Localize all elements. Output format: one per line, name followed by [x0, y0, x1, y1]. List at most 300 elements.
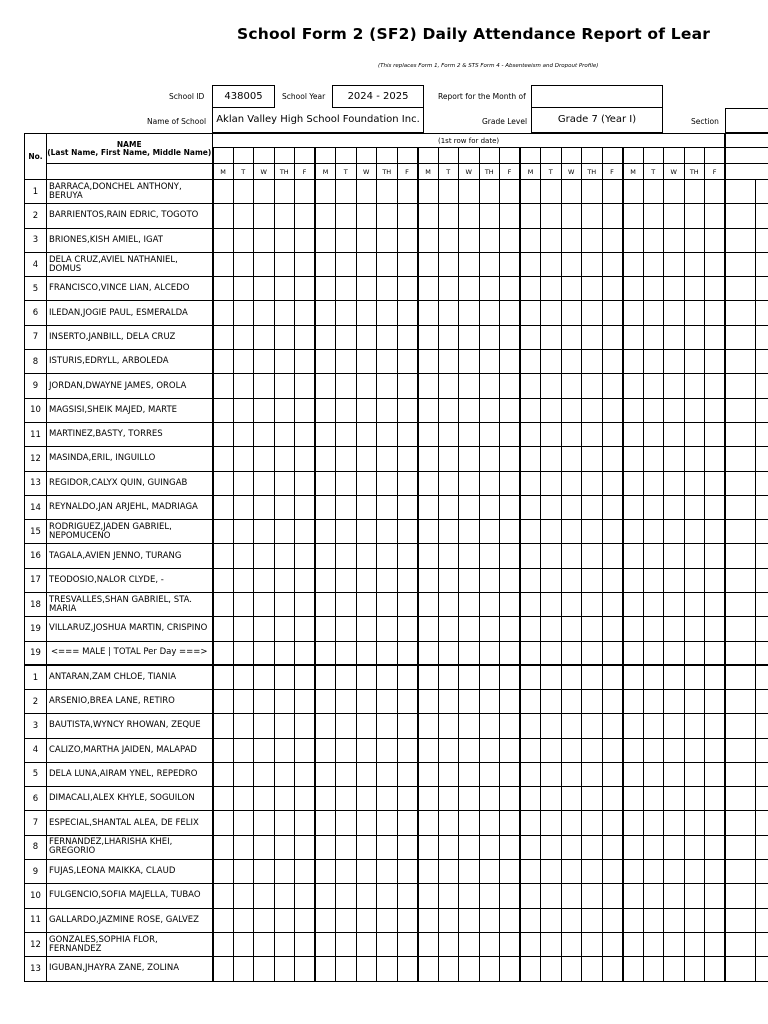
- attendance-cell[interactable]: [295, 884, 316, 908]
- attendance-cell[interactable]: [438, 884, 459, 908]
- attendance-cell[interactable]: [274, 665, 295, 689]
- date-cell[interactable]: [315, 148, 336, 164]
- tardy-total-cell[interactable]: [755, 617, 768, 641]
- attendance-cell[interactable]: [418, 957, 439, 981]
- attendance-cell[interactable]: [500, 471, 521, 495]
- attendance-cell[interactable]: [418, 811, 439, 835]
- attendance-cell[interactable]: [356, 811, 377, 835]
- attendance-cell[interactable]: [664, 471, 685, 495]
- attendance-cell[interactable]: [459, 471, 480, 495]
- attendance-cell[interactable]: [705, 422, 726, 446]
- attendance-cell[interactable]: [377, 350, 398, 374]
- attendance-cell[interactable]: [233, 398, 254, 422]
- attendance-cell[interactable]: [520, 252, 541, 276]
- attendance-cell[interactable]: [541, 811, 562, 835]
- attendance-cell[interactable]: [438, 593, 459, 617]
- attendance-cell[interactable]: [459, 811, 480, 835]
- attendance-cell[interactable]: [315, 617, 336, 641]
- male-total-cell[interactable]: [643, 641, 664, 665]
- attendance-cell[interactable]: [233, 957, 254, 981]
- attendance-cell[interactable]: [623, 520, 644, 544]
- absent-total-cell[interactable]: [725, 957, 755, 981]
- attendance-cell[interactable]: [397, 350, 418, 374]
- attendance-cell[interactable]: [233, 762, 254, 786]
- attendance-cell[interactable]: [664, 495, 685, 519]
- attendance-cell[interactable]: [684, 180, 705, 204]
- attendance-cell[interactable]: [500, 908, 521, 932]
- attendance-cell[interactable]: [705, 884, 726, 908]
- attendance-cell[interactable]: [418, 398, 439, 422]
- attendance-cell[interactable]: [541, 204, 562, 228]
- male-total-cell[interactable]: [254, 641, 275, 665]
- attendance-cell[interactable]: [418, 495, 439, 519]
- attendance-cell[interactable]: [418, 617, 439, 641]
- attendance-cell[interactable]: [315, 811, 336, 835]
- absent-total-cell[interactable]: [725, 204, 755, 228]
- attendance-cell[interactable]: [233, 568, 254, 592]
- male-total-cell[interactable]: [602, 641, 623, 665]
- attendance-cell[interactable]: [274, 301, 295, 325]
- tardy-total-cell[interactable]: [755, 447, 768, 471]
- date-cell[interactable]: [377, 148, 398, 164]
- attendance-cell[interactable]: [561, 252, 582, 276]
- attendance-cell[interactable]: [602, 301, 623, 325]
- attendance-cell[interactable]: [418, 860, 439, 884]
- absent-total-cell[interactable]: [725, 495, 755, 519]
- attendance-cell[interactable]: [397, 447, 418, 471]
- attendance-cell[interactable]: [500, 180, 521, 204]
- attendance-cell[interactable]: [295, 932, 316, 956]
- attendance-cell[interactable]: [397, 398, 418, 422]
- attendance-cell[interactable]: [377, 374, 398, 398]
- attendance-cell[interactable]: [705, 228, 726, 252]
- attendance-cell[interactable]: [643, 932, 664, 956]
- attendance-cell[interactable]: [295, 495, 316, 519]
- attendance-cell[interactable]: [254, 689, 275, 713]
- attendance-cell[interactable]: [520, 495, 541, 519]
- attendance-cell[interactable]: [664, 908, 685, 932]
- attendance-cell[interactable]: [500, 544, 521, 568]
- attendance-cell[interactable]: [643, 689, 664, 713]
- attendance-cell[interactable]: [274, 325, 295, 349]
- attendance-cell[interactable]: [274, 568, 295, 592]
- attendance-cell[interactable]: [705, 277, 726, 301]
- attendance-cell[interactable]: [356, 568, 377, 592]
- absent-total-cell[interactable]: [725, 738, 755, 762]
- attendance-cell[interactable]: [705, 495, 726, 519]
- attendance-cell[interactable]: [274, 544, 295, 568]
- attendance-cell[interactable]: [684, 738, 705, 762]
- attendance-cell[interactable]: [438, 908, 459, 932]
- attendance-cell[interactable]: [254, 495, 275, 519]
- attendance-cell[interactable]: [336, 447, 357, 471]
- attendance-cell[interactable]: [438, 520, 459, 544]
- attendance-cell[interactable]: [377, 689, 398, 713]
- attendance-cell[interactable]: [254, 252, 275, 276]
- attendance-cell[interactable]: [336, 350, 357, 374]
- attendance-cell[interactable]: [459, 252, 480, 276]
- attendance-cell[interactable]: [643, 398, 664, 422]
- attendance-cell[interactable]: [479, 835, 500, 859]
- attendance-cell[interactable]: [233, 860, 254, 884]
- attendance-cell[interactable]: [582, 665, 603, 689]
- tardy-total-cell[interactable]: [755, 471, 768, 495]
- attendance-cell[interactable]: [274, 762, 295, 786]
- attendance-cell[interactable]: [418, 568, 439, 592]
- attendance-cell[interactable]: [684, 544, 705, 568]
- attendance-cell[interactable]: [479, 520, 500, 544]
- attendance-cell[interactable]: [377, 252, 398, 276]
- attendance-cell[interactable]: [295, 252, 316, 276]
- attendance-cell[interactable]: [623, 471, 644, 495]
- attendance-cell[interactable]: [274, 689, 295, 713]
- attendance-cell[interactable]: [561, 689, 582, 713]
- attendance-cell[interactable]: [213, 180, 234, 204]
- attendance-cell[interactable]: [643, 252, 664, 276]
- attendance-cell[interactable]: [602, 932, 623, 956]
- attendance-cell[interactable]: [459, 204, 480, 228]
- attendance-cell[interactable]: [315, 447, 336, 471]
- date-cell[interactable]: [520, 148, 541, 164]
- attendance-cell[interactable]: [520, 277, 541, 301]
- attendance-cell[interactable]: [377, 762, 398, 786]
- attendance-cell[interactable]: [336, 714, 357, 738]
- attendance-cell[interactable]: [233, 835, 254, 859]
- tardy-total-cell[interactable]: [755, 228, 768, 252]
- attendance-cell[interactable]: [315, 544, 336, 568]
- attendance-cell[interactable]: [602, 544, 623, 568]
- attendance-cell[interactable]: [623, 398, 644, 422]
- attendance-cell[interactable]: [479, 908, 500, 932]
- tardy-total-cell[interactable]: [755, 908, 768, 932]
- attendance-cell[interactable]: [213, 325, 234, 349]
- attendance-cell[interactable]: [561, 544, 582, 568]
- attendance-cell[interactable]: [684, 520, 705, 544]
- attendance-cell[interactable]: [356, 884, 377, 908]
- absent-total-cell[interactable]: [725, 252, 755, 276]
- attendance-cell[interactable]: [459, 495, 480, 519]
- attendance-cell[interactable]: [643, 860, 664, 884]
- date-cell[interactable]: [213, 148, 234, 164]
- attendance-cell[interactable]: [582, 860, 603, 884]
- attendance-cell[interactable]: [602, 495, 623, 519]
- attendance-cell[interactable]: [664, 811, 685, 835]
- attendance-cell[interactable]: [602, 471, 623, 495]
- attendance-cell[interactable]: [459, 325, 480, 349]
- attendance-cell[interactable]: [315, 228, 336, 252]
- male-total-cell[interactable]: [705, 641, 726, 665]
- attendance-cell[interactable]: [377, 884, 398, 908]
- attendance-cell[interactable]: [377, 908, 398, 932]
- attendance-cell[interactable]: [295, 568, 316, 592]
- attendance-cell[interactable]: [541, 398, 562, 422]
- attendance-cell[interactable]: [459, 762, 480, 786]
- attendance-cell[interactable]: [705, 787, 726, 811]
- attendance-cell[interactable]: [233, 325, 254, 349]
- attendance-cell[interactable]: [356, 932, 377, 956]
- attendance-cell[interactable]: [479, 932, 500, 956]
- attendance-cell[interactable]: [336, 374, 357, 398]
- attendance-cell[interactable]: [582, 374, 603, 398]
- tardy-total-cell[interactable]: [755, 884, 768, 908]
- attendance-cell[interactable]: [623, 325, 644, 349]
- attendance-cell[interactable]: [664, 422, 685, 446]
- attendance-cell[interactable]: [500, 860, 521, 884]
- date-cell[interactable]: [479, 148, 500, 164]
- attendance-cell[interactable]: [254, 471, 275, 495]
- attendance-cell[interactable]: [336, 738, 357, 762]
- attendance-cell[interactable]: [418, 787, 439, 811]
- absent-total-cell[interactable]: [725, 447, 755, 471]
- attendance-cell[interactable]: [397, 422, 418, 446]
- attendance-cell[interactable]: [295, 593, 316, 617]
- attendance-cell[interactable]: [233, 422, 254, 446]
- attendance-cell[interactable]: [254, 593, 275, 617]
- tardy-total-cell[interactable]: [755, 762, 768, 786]
- attendance-cell[interactable]: [213, 398, 234, 422]
- attendance-cell[interactable]: [336, 277, 357, 301]
- attendance-cell[interactable]: [643, 495, 664, 519]
- attendance-cell[interactable]: [705, 180, 726, 204]
- absent-total-cell[interactable]: [725, 520, 755, 544]
- attendance-cell[interactable]: [664, 665, 685, 689]
- attendance-cell[interactable]: [561, 301, 582, 325]
- attendance-cell[interactable]: [418, 762, 439, 786]
- male-total-cell[interactable]: [336, 641, 357, 665]
- attendance-cell[interactable]: [623, 228, 644, 252]
- section-field[interactable]: [725, 108, 768, 133]
- absent-total-cell[interactable]: [725, 301, 755, 325]
- attendance-cell[interactable]: [356, 374, 377, 398]
- attendance-cell[interactable]: [315, 471, 336, 495]
- attendance-cell[interactable]: [541, 860, 562, 884]
- attendance-cell[interactable]: [623, 811, 644, 835]
- attendance-cell[interactable]: [377, 471, 398, 495]
- attendance-cell[interactable]: [643, 422, 664, 446]
- attendance-cell[interactable]: [582, 180, 603, 204]
- attendance-cell[interactable]: [254, 301, 275, 325]
- attendance-cell[interactable]: [479, 617, 500, 641]
- attendance-cell[interactable]: [664, 252, 685, 276]
- attendance-cell[interactable]: [213, 835, 234, 859]
- absent-total-cell[interactable]: [725, 374, 755, 398]
- attendance-cell[interactable]: [377, 495, 398, 519]
- date-cell[interactable]: [602, 148, 623, 164]
- tardy-total-cell[interactable]: [755, 277, 768, 301]
- attendance-cell[interactable]: [356, 593, 377, 617]
- attendance-cell[interactable]: [397, 884, 418, 908]
- attendance-cell[interactable]: [254, 398, 275, 422]
- attendance-cell[interactable]: [459, 860, 480, 884]
- absent-total-cell[interactable]: [725, 689, 755, 713]
- attendance-cell[interactable]: [377, 398, 398, 422]
- attendance-cell[interactable]: [623, 932, 644, 956]
- absent-total-cell[interactable]: [725, 180, 755, 204]
- attendance-cell[interactable]: [561, 447, 582, 471]
- attendance-cell[interactable]: [541, 593, 562, 617]
- attendance-cell[interactable]: [459, 398, 480, 422]
- attendance-cell[interactable]: [582, 398, 603, 422]
- attendance-cell[interactable]: [664, 762, 685, 786]
- attendance-cell[interactable]: [684, 714, 705, 738]
- attendance-cell[interactable]: [623, 495, 644, 519]
- attendance-cell[interactable]: [377, 714, 398, 738]
- attendance-cell[interactable]: [705, 398, 726, 422]
- attendance-cell[interactable]: [336, 593, 357, 617]
- attendance-cell[interactable]: [684, 932, 705, 956]
- attendance-cell[interactable]: [254, 787, 275, 811]
- attendance-cell[interactable]: [233, 689, 254, 713]
- attendance-cell[interactable]: [274, 617, 295, 641]
- attendance-cell[interactable]: [541, 738, 562, 762]
- attendance-cell[interactable]: [500, 301, 521, 325]
- attendance-cell[interactable]: [500, 665, 521, 689]
- attendance-cell[interactable]: [315, 520, 336, 544]
- attendance-cell[interactable]: [459, 228, 480, 252]
- attendance-cell[interactable]: [233, 811, 254, 835]
- attendance-cell[interactable]: [664, 884, 685, 908]
- attendance-cell[interactable]: [561, 568, 582, 592]
- date-cell[interactable]: [233, 148, 254, 164]
- attendance-cell[interactable]: [664, 447, 685, 471]
- date-cell[interactable]: [623, 148, 644, 164]
- attendance-cell[interactable]: [500, 495, 521, 519]
- attendance-cell[interactable]: [295, 665, 316, 689]
- attendance-cell[interactable]: [336, 689, 357, 713]
- date-cell[interactable]: [418, 148, 439, 164]
- attendance-cell[interactable]: [459, 957, 480, 981]
- attendance-cell[interactable]: [500, 520, 521, 544]
- attendance-cell[interactable]: [336, 762, 357, 786]
- attendance-cell[interactable]: [479, 957, 500, 981]
- attendance-cell[interactable]: [213, 689, 234, 713]
- absent-total-cell[interactable]: [725, 568, 755, 592]
- attendance-cell[interactable]: [438, 301, 459, 325]
- attendance-cell[interactable]: [274, 228, 295, 252]
- attendance-cell[interactable]: [705, 447, 726, 471]
- attendance-cell[interactable]: [213, 520, 234, 544]
- date-cell[interactable]: [438, 148, 459, 164]
- attendance-cell[interactable]: [582, 325, 603, 349]
- attendance-cell[interactable]: [295, 350, 316, 374]
- attendance-cell[interactable]: [418, 325, 439, 349]
- attendance-cell[interactable]: [274, 714, 295, 738]
- attendance-cell[interactable]: [377, 180, 398, 204]
- attendance-cell[interactable]: [582, 350, 603, 374]
- attendance-cell[interactable]: [582, 738, 603, 762]
- attendance-cell[interactable]: [705, 471, 726, 495]
- attendance-cell[interactable]: [602, 325, 623, 349]
- attendance-cell[interactable]: [295, 689, 316, 713]
- attendance-cell[interactable]: [418, 544, 439, 568]
- attendance-cell[interactable]: [438, 422, 459, 446]
- attendance-cell[interactable]: [254, 714, 275, 738]
- attendance-cell[interactable]: [664, 568, 685, 592]
- attendance-cell[interactable]: [643, 204, 664, 228]
- attendance-cell[interactable]: [315, 252, 336, 276]
- absent-total-cell[interactable]: [725, 665, 755, 689]
- attendance-cell[interactable]: [254, 932, 275, 956]
- attendance-cell[interactable]: [643, 957, 664, 981]
- attendance-cell[interactable]: [295, 787, 316, 811]
- attendance-cell[interactable]: [438, 398, 459, 422]
- attendance-cell[interactable]: [213, 544, 234, 568]
- attendance-cell[interactable]: [643, 568, 664, 592]
- attendance-cell[interactable]: [295, 957, 316, 981]
- attendance-cell[interactable]: [520, 738, 541, 762]
- male-total-cell[interactable]: [664, 641, 685, 665]
- male-total-cell[interactable]: [684, 641, 705, 665]
- attendance-cell[interactable]: [418, 908, 439, 932]
- attendance-cell[interactable]: [479, 471, 500, 495]
- attendance-cell[interactable]: [643, 325, 664, 349]
- attendance-cell[interactable]: [643, 374, 664, 398]
- tardy-total-cell[interactable]: [755, 665, 768, 689]
- attendance-cell[interactable]: [438, 689, 459, 713]
- attendance-cell[interactable]: [397, 762, 418, 786]
- attendance-cell[interactable]: [520, 398, 541, 422]
- attendance-cell[interactable]: [684, 422, 705, 446]
- attendance-cell[interactable]: [500, 617, 521, 641]
- attendance-cell[interactable]: [705, 350, 726, 374]
- attendance-cell[interactable]: [561, 665, 582, 689]
- attendance-cell[interactable]: [664, 787, 685, 811]
- absent-total-cell[interactable]: [725, 398, 755, 422]
- attendance-cell[interactable]: [561, 787, 582, 811]
- attendance-cell[interactable]: [254, 204, 275, 228]
- male-total-cell[interactable]: [623, 641, 644, 665]
- attendance-cell[interactable]: [684, 689, 705, 713]
- attendance-cell[interactable]: [438, 252, 459, 276]
- month-field[interactable]: [531, 85, 663, 108]
- attendance-cell[interactable]: [356, 520, 377, 544]
- attendance-cell[interactable]: [561, 884, 582, 908]
- attendance-cell[interactable]: [336, 957, 357, 981]
- absent-total-cell[interactable]: [725, 908, 755, 932]
- attendance-cell[interactable]: [213, 301, 234, 325]
- attendance-cell[interactable]: [377, 422, 398, 446]
- attendance-cell[interactable]: [233, 617, 254, 641]
- male-total-cell[interactable]: [274, 641, 295, 665]
- attendance-cell[interactable]: [623, 568, 644, 592]
- attendance-cell[interactable]: [705, 520, 726, 544]
- tardy-total-cell[interactable]: [755, 787, 768, 811]
- date-cell[interactable]: [274, 148, 295, 164]
- attendance-cell[interactable]: [684, 301, 705, 325]
- attendance-cell[interactable]: [418, 884, 439, 908]
- attendance-cell[interactable]: [643, 180, 664, 204]
- attendance-cell[interactable]: [479, 738, 500, 762]
- attendance-cell[interactable]: [397, 204, 418, 228]
- attendance-cell[interactable]: [254, 228, 275, 252]
- attendance-cell[interactable]: [500, 811, 521, 835]
- attendance-cell[interactable]: [643, 762, 664, 786]
- absent-total-cell[interactable]: [725, 350, 755, 374]
- attendance-cell[interactable]: [643, 811, 664, 835]
- attendance-cell[interactable]: [438, 350, 459, 374]
- attendance-cell[interactable]: [561, 398, 582, 422]
- attendance-cell[interactable]: [561, 908, 582, 932]
- attendance-cell[interactable]: [438, 277, 459, 301]
- attendance-cell[interactable]: [377, 665, 398, 689]
- tardy-total-cell[interactable]: [755, 204, 768, 228]
- attendance-cell[interactable]: [438, 180, 459, 204]
- attendance-cell[interactable]: [500, 422, 521, 446]
- tardy-total-cell[interactable]: [755, 544, 768, 568]
- attendance-cell[interactable]: [561, 762, 582, 786]
- attendance-cell[interactable]: [602, 762, 623, 786]
- attendance-cell[interactable]: [602, 689, 623, 713]
